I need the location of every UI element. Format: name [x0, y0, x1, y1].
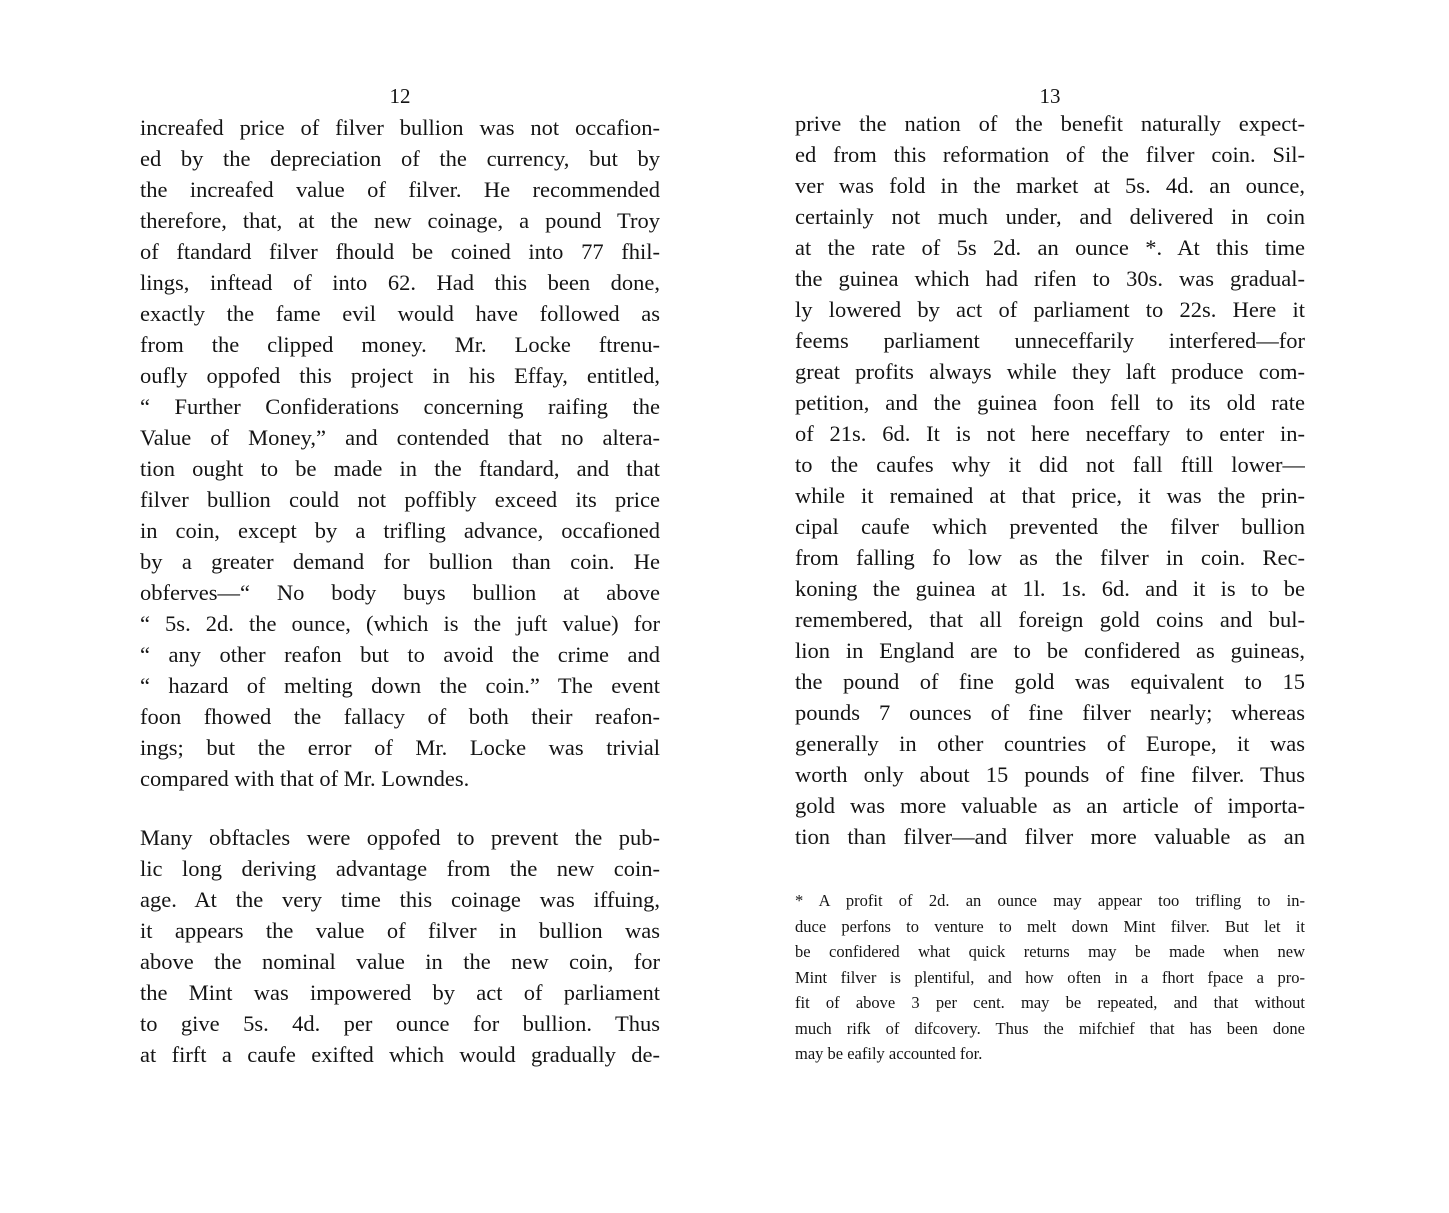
text-line: to the caufes why it did not fall ftill lower— — [795, 452, 1305, 477]
text-line: the Mint was impowered by act of parliament — [140, 980, 660, 1005]
text-line: tion ought to be made in the ftandard, and that — [140, 456, 660, 481]
text-line: compared with that of Mr. Lowndes. — [140, 766, 470, 791]
text-line: certainly not much under, and delivered in coin — [795, 204, 1305, 229]
footnote-line: Mint filver is plentiful, and how often in a fhort fpace a pro- — [795, 967, 1305, 987]
text-line: ed from this reformation of the filver coin. Sil- — [795, 142, 1305, 167]
text-line: by a greater demand for bullion than coin. He — [140, 549, 660, 574]
text-line: the increafed value of filver. He recommended — [140, 177, 660, 202]
text-line: cipal caufe which prevented the filver bullion — [795, 514, 1305, 539]
text-line: while it remained at that price, it was the prin- — [795, 483, 1305, 508]
text-line: prive the nation of the benefit naturally expect- — [795, 111, 1305, 136]
text-line: therefore, that, at the new coinage, a pound Troy — [140, 208, 660, 233]
text-line: increafed price of filver bullion was not occafion- — [140, 115, 660, 140]
footnote-line: * A profit of 2d. an ounce may appear too trifling to in- — [795, 891, 1305, 910]
text-line: lings, inftead of into 62. Had this been done, — [140, 270, 660, 295]
text-line: lic long deriving advantage from the new coin- — [140, 856, 660, 881]
text-line: remembered, that all foreign gold coins and bul- — [795, 607, 1305, 632]
text-line: the guinea which had rifen to 30s. was gradual- — [795, 266, 1305, 291]
text-line: generally in other countries of Europe, it was — [795, 731, 1305, 756]
text-line: koning the guinea at 1l. 1s. 6d. and it is to be — [795, 576, 1305, 601]
page-number: 12 — [389, 84, 411, 108]
text-line: at the rate of 5s 2d. an ounce *. At this time — [795, 235, 1305, 260]
footnote-line: fit of above 3 per cent. may be repeated, and that without — [795, 993, 1305, 1012]
text-line: great profits always while they laft produce com- — [795, 359, 1305, 384]
text-line: at firft a caufe exifted which would gradually de- — [140, 1042, 660, 1067]
paragraph — [140, 822, 660, 1070]
text-line: to give 5s. 4d. per ounce for bullion. Thus — [140, 1011, 660, 1036]
text-line: worth only about 15 pounds of fine filver. Thus — [795, 762, 1305, 787]
text-line: from the clipped money. Mr. Locke ftrenu- — [140, 332, 660, 357]
text-line: pounds 7 ounces of fine filver nearly; whereas — [795, 700, 1305, 725]
text-line: gold was more valuable as an article of importa- — [795, 793, 1305, 818]
text-line: Value of Money,” and contended that no altera- — [140, 425, 660, 450]
text-line: from falling fo low as the filver in coin. Rec- — [795, 545, 1305, 570]
text-line: Many obftacles were oppofed to prevent the pub- — [140, 825, 660, 850]
footnote-line: be confidered what quick returns may be made when new — [795, 942, 1305, 961]
text-line: of 21s. 6d. It is not here neceffary to enter in- — [795, 421, 1305, 446]
page-number: 13 — [1039, 84, 1061, 108]
text-line: “ hazard of melting down the coin.” The event — [140, 673, 660, 698]
text-line: oufly oppofed this project in his Effay, entitled, — [140, 363, 660, 388]
paragraph — [140, 112, 660, 794]
text-line: ings; but the error of Mr. Locke was trivial — [140, 735, 660, 760]
text-line: the pound of fine gold was equivalent to 15 — [795, 669, 1305, 694]
paragraph — [795, 108, 1305, 852]
footnote-line: duce perfons to venture to melt down Mint filver. But let it — [795, 916, 1305, 936]
text-line: lion in England are to be confidered as guineas, — [795, 638, 1305, 663]
text-line: in coin, except by a trifling advance, occafioned — [140, 518, 660, 543]
text-line: foon fhowed the fallacy of both their reafon- — [140, 704, 660, 729]
footnote — [795, 888, 1305, 1067]
text-line: age. At the very time this coinage was iffuing, — [140, 887, 660, 912]
text-line: petition, and the guinea foon fell to its old rate — [795, 390, 1305, 415]
text-line: obferves—“ No body buys bullion at above — [140, 580, 660, 605]
text-line: filver bullion could not poffibly exceed its price — [140, 487, 660, 512]
text-line: ly lowered by act of parliament to 22s. Here it — [795, 297, 1305, 322]
text-line: exactly the fame evil would have followed as — [140, 301, 660, 326]
footnote-line: much rifk of difcovery. Thus the mifchief that has been done — [795, 1018, 1305, 1038]
text-line: “ any other reafon but to avoid the crime and — [140, 642, 660, 667]
text-line: ed by the depreciation of the currency, but by — [140, 146, 660, 171]
text-line: it appears the value of filver in bullion was — [140, 918, 660, 943]
text-line: “ 5s. 2d. the ounce, (which is the juft value) for — [140, 611, 660, 636]
text-line: tion than filver—and filver more valuable as an — [795, 824, 1305, 849]
text-line: above the nominal value in the new coin, for — [140, 949, 660, 974]
text-line: “ Further Confiderations concerning raifing the — [140, 394, 660, 419]
text-line: feems parliament unneceffarily interfered—for — [795, 328, 1305, 353]
text-line: of ftandard filver fhould be coined into 77 fhil- — [140, 239, 660, 264]
footnote-line: may be eafily accounted for. — [795, 1044, 983, 1063]
text-line: ver was fold in the market at 5s. 4d. an ounce, — [795, 173, 1305, 198]
